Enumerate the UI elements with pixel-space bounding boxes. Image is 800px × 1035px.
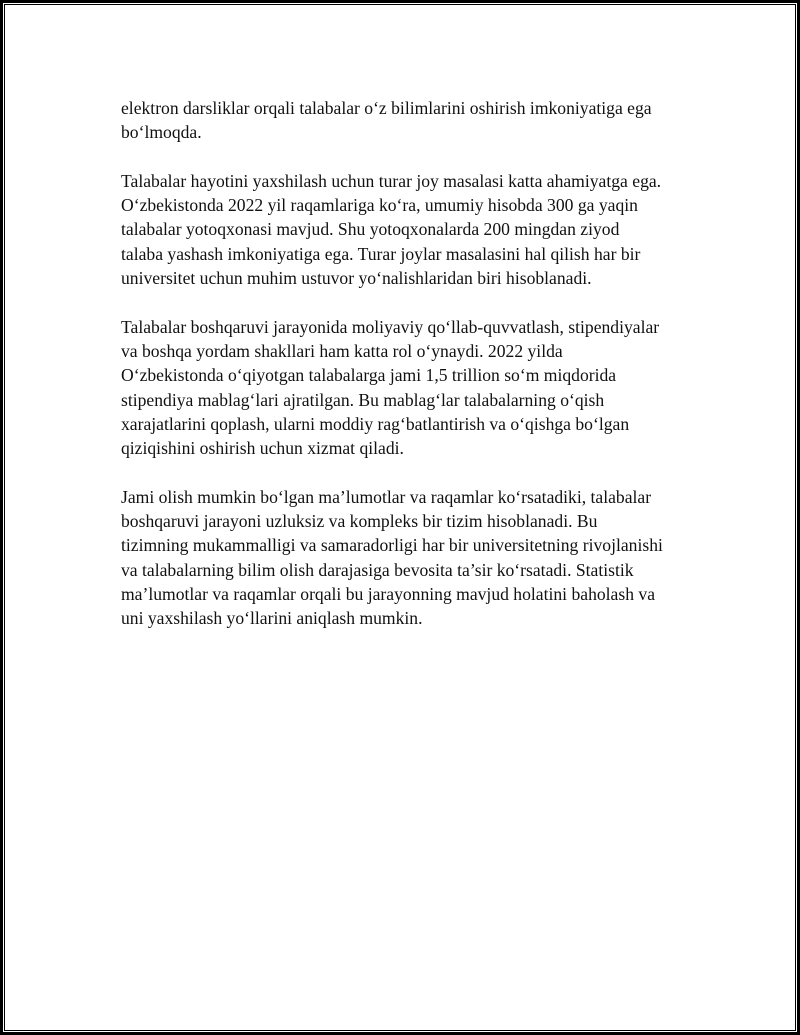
paragraph-2: Talabalar hayotini yaxshilash uchun turar joy masalasi katta ahamiyatga ega. O‘zbekistonda 2022 yil raqamlariga ko‘ra, umumiy hisobda 300 ga yaqin talabalar yotoqxonasi mavjud. Shu yotoqxonalarda 200 mingdan ziyod talaba yashash imkoniyatiga ega. Turar joylar masalasini hal qilish har bir universitet uchun muhim ustuvor yo‘nalishlaridan biri hisoblanadi. [121, 170, 662, 289]
paragraph-1: elektron darsliklar orqali talabalar o‘z bilimlarini oshirish imkoniyatiga ega bo‘lmoqda. [121, 98, 652, 143]
document-body [121, 96, 701, 655]
paragraph-3: Talabalar boshqaruvi jarayonida moliyaviy qo‘llab-quvvatlash, stipendiyalar va boshqa yordam shakllari ham katta rol o‘ynaydi. 2022 yilda O‘zbekistonda o‘qiyotgan talabalarga jami 1,5 trillion so‘m miqdorida stipendiya mablag‘lari ajratilgan. Bu mablag‘lar talabalarning o‘qish xarajatlarini qoplash, ularni moddiy rag‘batlantirish va o‘qishga bo‘lgan qiziqishini oshirish uchun xizmat qiladi. [121, 316, 660, 459]
paragraph-4: Jami olish mumkin bo‘lgan ma’lumotlar va raqamlar ko‘rsatadiki, talabalar boshqaruvi jarayoni uzluksiz va kompleks bir tizim hisoblanadi. Bu tizimning mukammalligi va samaradorligi har bir universitetning rivojlanishi va talabalarning bilim olish darajasiga bevosita ta’sir ko‘rsatadi. Statistik ma’lumotlar va raqamlar orqali bu jarayonning mavjud holatini baholash va uni yaxshilash yo‘llarini aniqlash mumkin. [121, 486, 663, 629]
